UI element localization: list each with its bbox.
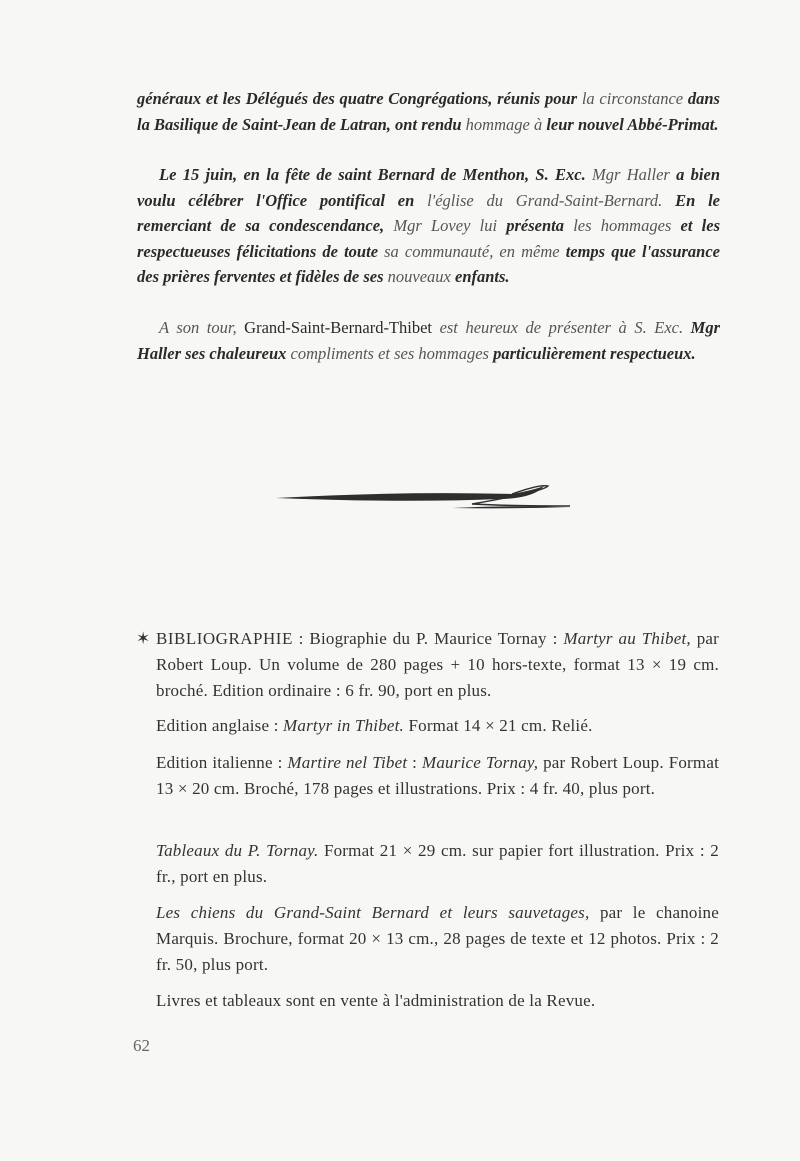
paragraph-abbot-primate xyxy=(137,86,720,137)
text-run: a bien voulu célébrer l'Office pontifical en xyxy=(137,165,721,210)
text-run: Edition italienne : xyxy=(156,753,288,772)
text-run: En le remerciant de sa condescendance, xyxy=(137,190,720,235)
book-title: Martyr au Thibet, xyxy=(563,629,691,648)
text-run: compliments et ses hommages xyxy=(286,343,489,363)
book-title: Martire nel Tibet xyxy=(287,753,408,772)
bibliography-entry-italian-edition xyxy=(156,750,719,802)
text-run: les hommages xyxy=(564,216,672,235)
text-run: : xyxy=(407,753,422,772)
text-run: la circonstance xyxy=(577,89,684,108)
text-run: par le chanoine Marquis. Brochure, format 20 × 13 cm., 28 pages de texte et 12 photos. Prix : 2 fr. 50, plus port. xyxy=(156,903,719,974)
text-run: généraux et les Délégués des quatre Congrégations, réunis pour xyxy=(137,89,578,108)
book-title: Tableaux du P. Tornay. xyxy=(156,841,319,860)
star-icon: ✶ xyxy=(136,629,151,648)
book-title: Les chiens du Grand-Saint Bernard et leurs sauvetages, xyxy=(156,903,590,922)
text-run: nouveaux xyxy=(383,267,451,286)
text-run: et les respectueuses félicitations de toute xyxy=(137,216,721,261)
text-run: par Robert Loup. Un volume de 280 pages + 10 hors-texte, format 13 × 19 cm. broché. Edition ordinaire : 6 fr. 90, port en plus. xyxy=(156,629,719,700)
bibliography-entry-chiens xyxy=(156,900,719,978)
text-run: par Robert Loup. Format 13 × 20 cm. Broché, 178 pages et illustrations. Prix : 4 fr. 40, plus port. xyxy=(156,753,719,798)
text-run: A son tour, xyxy=(159,318,237,337)
bibliography-heading: BIBLIOGRAPHIE xyxy=(156,629,293,648)
bibliography-sales-note xyxy=(156,988,719,1014)
paragraph-june-15 xyxy=(137,162,720,290)
bibliography-entry-tableaux xyxy=(156,838,719,890)
text-run: Livres et tableaux sont en vente à l'administration de la Revue. xyxy=(156,991,596,1010)
bibliography-entry-english-edition xyxy=(156,713,719,739)
text-run: Format 21 × 29 cm. sur papier fort illustration. Prix : 2 fr., port en plus. xyxy=(156,841,719,886)
text-run: Grand-Saint-Bernard-Thibet xyxy=(236,318,433,337)
text-run: : Biographie du P. Maurice Tornay : xyxy=(292,629,564,648)
bibliography-entry-martyr-au-thibet xyxy=(136,626,719,704)
paragraph-thibet-greetings xyxy=(137,315,720,366)
text-run: Mgr Haller xyxy=(585,165,670,184)
text-run: Mgr Haller ses chaleureux xyxy=(137,318,720,363)
text-run: Mgr Lovey lui xyxy=(384,216,498,235)
text-run: temps que l'assurance des prières ferventes et fidèles de ses xyxy=(137,241,720,286)
text-run: particulièrement respectueux. xyxy=(488,343,696,363)
text-run: dans la Basilique de Saint-Jean de Latran, ont rendu xyxy=(137,89,720,134)
text-run: hommage à xyxy=(461,114,543,134)
text-run: leur nouvel Abbé-Primat. xyxy=(542,114,719,134)
ornament-divider xyxy=(272,478,572,518)
text-run: présenta xyxy=(497,216,564,235)
book-title: Maurice Tornay, xyxy=(422,753,539,772)
book-title: Martyr in Thibet. xyxy=(283,716,405,735)
text-run: Edition anglaise : xyxy=(156,716,284,735)
text-run: est heureux de présenter à S. Exc. xyxy=(432,318,684,337)
page-number: 62 xyxy=(133,1036,150,1055)
text-run: sa communauté, en même xyxy=(378,241,560,261)
text-run: l'église du Grand-Saint-Bernard. xyxy=(414,190,663,210)
text-run: Le 15 juin, en la fête de saint Bernard de Menthon, S. Exc. xyxy=(159,165,586,184)
text-run: enfants. xyxy=(450,267,510,286)
text-run: Format 14 × 21 cm. Relié. xyxy=(404,716,593,735)
